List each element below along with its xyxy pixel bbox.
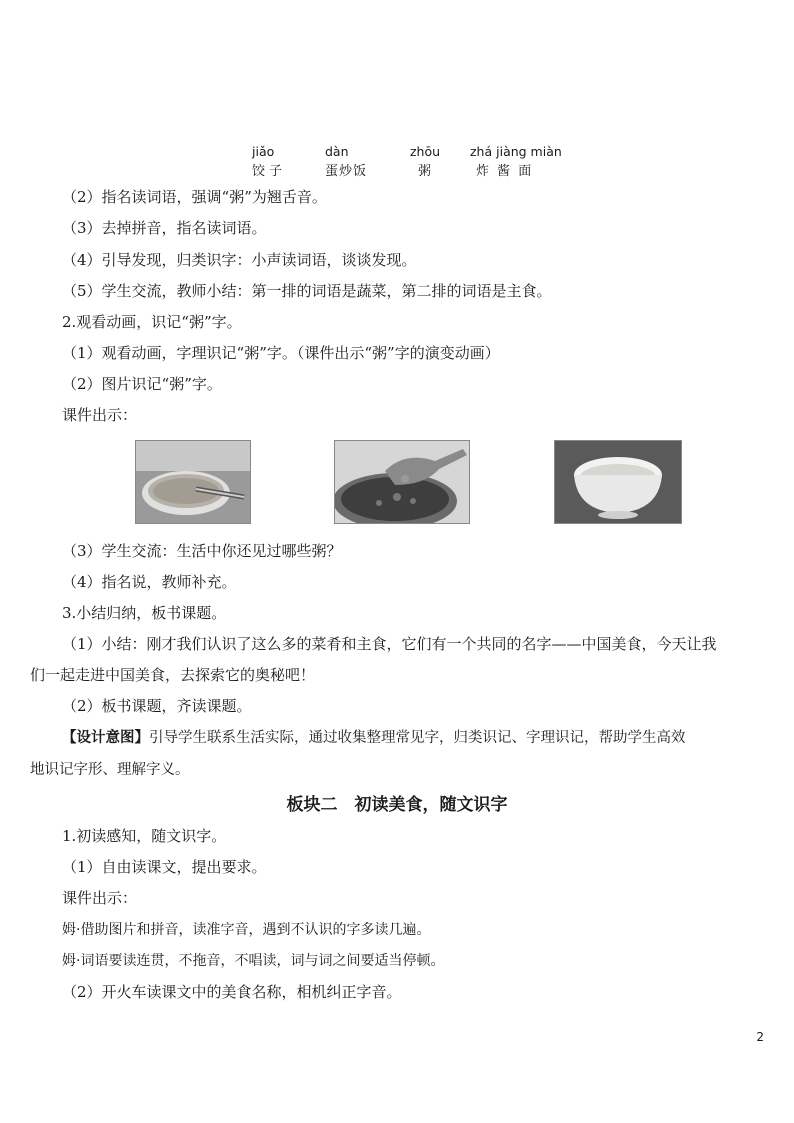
pinyin-1: jiǎo xyxy=(252,144,275,159)
text-line: 2.观看动画，识记“粥”字。 xyxy=(62,313,242,331)
porridge-photo-3 xyxy=(554,440,682,524)
text-line: 们一起走进中国美食，去探索它的奥秘吧！ xyxy=(30,666,316,684)
design-text-2: 地识记字形、理解字义。 xyxy=(30,762,190,778)
text-line: 姆·借助图片和拼音，读准字音，遇到不认识的字多读几遍。 xyxy=(62,922,431,938)
text-line: （5）学生交流，教师小结：第一排的词语是蔬菜，第二排的词语是主食。 xyxy=(62,282,552,300)
pinyin-2: dàn xyxy=(325,144,349,159)
hanzi-4: 炸 酱 面 xyxy=(476,164,534,179)
text-line: 1.初读感知，随文识字。 xyxy=(62,827,227,845)
design-intent xyxy=(30,722,760,786)
text-line: 姆·词语要读连贯，不拖音，不唱读，词与词之间要适当停顿。 xyxy=(62,953,445,969)
section-heading: 板块二 初读美食，随文识字 xyxy=(286,795,508,815)
text-line: 课件出示： xyxy=(62,406,138,424)
text-line: （3）学生交流：生活中你还见过哪些粥？ xyxy=(62,542,342,560)
porridge-photo-2 xyxy=(334,440,470,524)
text-line: （2）开火车读课文中的美食名称，相机纠正字音。 xyxy=(62,983,402,1001)
pinyin-4: zhá jiàng miàn xyxy=(470,144,562,159)
design-text-1: 引导学生联系生活实际，通过收集整理常见字，归类识记、字理识记，帮助学生高效 xyxy=(149,730,686,746)
page-number: 2 xyxy=(756,1030,764,1044)
hanzi-3: 粥 xyxy=(418,164,436,179)
design-label: 【设计意图】 xyxy=(62,730,149,746)
hanzi-2: 蛋炒饭 xyxy=(325,164,368,179)
text-line: （2）板书课题，齐读课题。 xyxy=(62,697,252,715)
text-line: （1）自由读课文，提出要求。 xyxy=(62,858,267,876)
text-line: （4）引导发现，归类识字：小声读词语，谈谈发现。 xyxy=(62,251,417,269)
hanzi-1: 饺子 xyxy=(252,164,287,179)
pinyin-3: zhōu xyxy=(410,144,441,159)
porridge-photo-1 xyxy=(135,440,251,524)
text-line: 课件出示： xyxy=(62,889,138,907)
text-line: （3）去掉拼音，指名读词语。 xyxy=(62,219,267,237)
text-line: （1）小结：刚才我们认识了这么多的菜肴和主食，它们有一个共同的名字——中国美食，今天让我 xyxy=(62,635,717,653)
text-line: （2）指名读词语，强调“粥”为翘舌音。 xyxy=(62,188,327,206)
pinyin-word-row xyxy=(0,144,794,184)
text-line: （2）图片识记“粥”字。 xyxy=(62,375,222,393)
text-line: （4）指名说，教师补充。 xyxy=(62,573,237,591)
text-line: 3.小结归纳，板书课题。 xyxy=(62,604,227,622)
text-line: （1）观看动画，字理识记“粥”字。（课件出示“粥”字的演变动画） xyxy=(62,344,500,362)
